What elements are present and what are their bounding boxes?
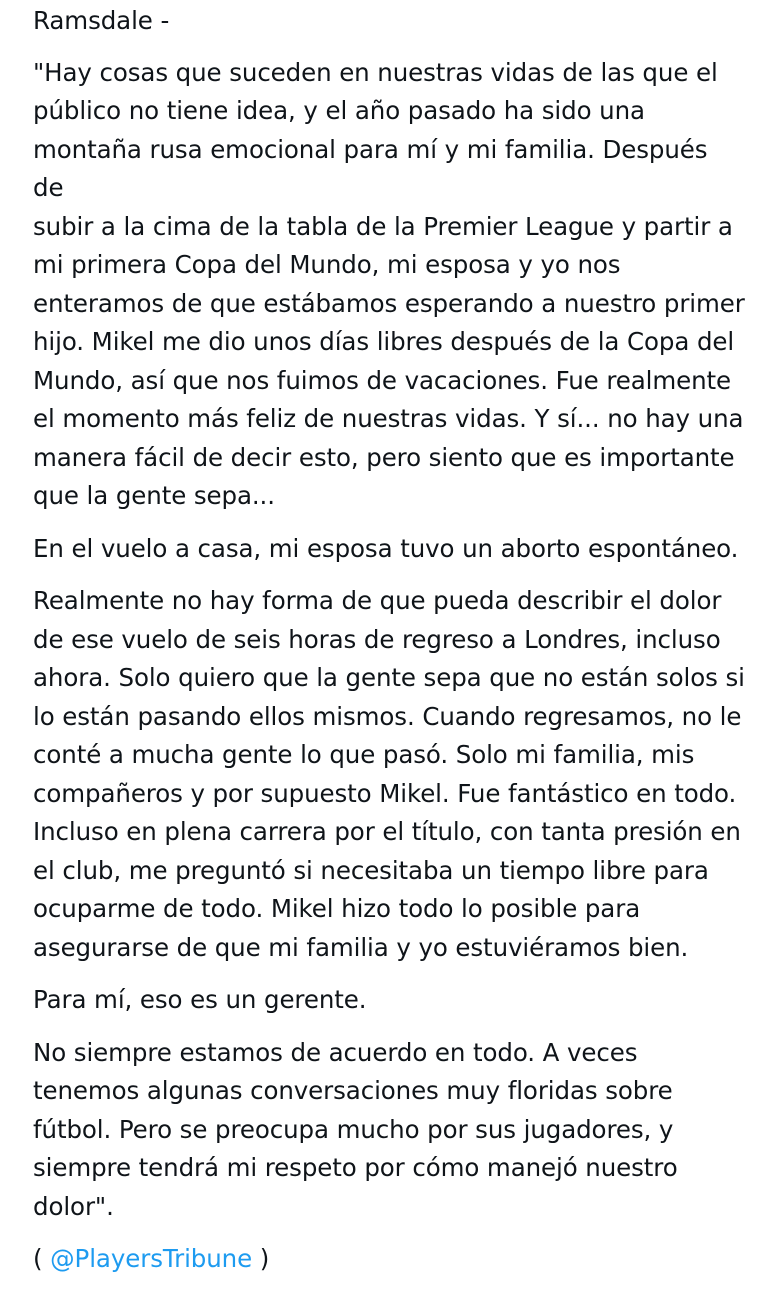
quote-paragraph-3: Realmente no hay forma de que pueda describir el dolor de ese vuelo de seis horas de regreso a Londres, incluso ahora. Solo quiero que la gente sepa que no están solos si lo están pasando ellos mismos. Cuando regresamos, no le conté a mucha gente lo que pasó. Solo mi familia, mis compañeros y por supuesto Mikel. Fue fantástico en todo. Incluso en plena carrera por el título, con tanta presión en el club, me preguntó si necesitaba un tiempo libre para ocuparme de todo. Mikel hizo todo lo posible para asegurarse de que mi familia y yo estuviéramos bien. — [33, 586, 745, 962]
quote-paragraph-4: Para mí, eso es un gerente. — [33, 985, 367, 1014]
quote-paragraph-2: En el vuelo a casa, mi esposa tuvo un aborto espontáneo. — [33, 533, 739, 563]
quote-paragraph-5: No siempre estamos de acuerdo en todo. A veces tenemos algunas conversaciones muy floridas sobre fútbol. Pero se preocupa mucho por sus jugadores, y siempre tendrá mi respeto por cómo manejó nuestro dolor". — [33, 1037, 678, 1221]
source-open-paren: ( — [33, 1244, 51, 1273]
author-line: Ramsdale - — [33, 6, 170, 35]
source-close-paren: ) — [252, 1244, 270, 1273]
mention-link[interactable]: @PlayersTribune — [50, 1244, 253, 1273]
quote-paragraph-1: "Hay cosas que suceden en nuestras vidas de las que el público no tiene idea, y el año pasado ha sido una montaña rusa emocional para mí y mi familia. Después de subir a la cima de la tabla de la Premier League y partir a mi primera Copa del Mundo, mi esposa y yo nos enteramos de que estábamos esperando a nuestro primer hijo. Mikel me dio unos días libres después de la Copa del Mundo, así que nos fuimos de vacaciones. Fue realmente el momento más feliz de nuestras vidas. Y sí... no hay una manera fácil de decir esto, pero siento que es importante que la gente sepa... — [33, 57, 745, 510]
source-attribution — [33, 1240, 745, 1279]
post-text — [33, 2, 745, 1293]
